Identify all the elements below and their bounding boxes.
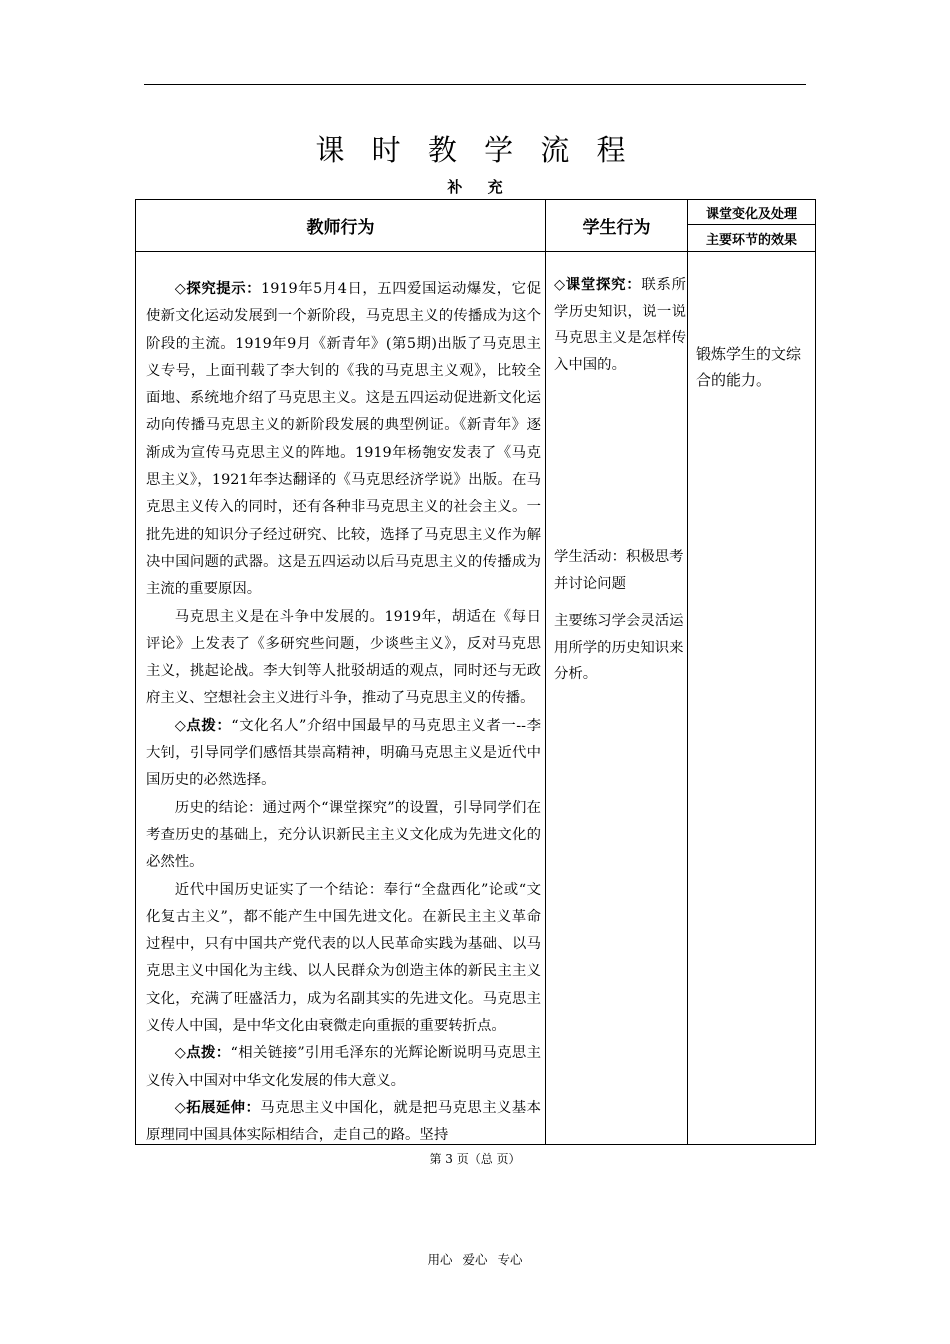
student-header: 学生行为 xyxy=(582,218,651,238)
paragraph: 近代中国历史证实了一个结论：奉行“全盘西化”论或“文化复古主义”，都不能产生中国先进文化。在新民主主义革命过程中，只有中国共产党代表的以人民革命实践为基础、以马克思主义中国化为主线、以人民群众为创造主体的新民主主义文化，充满了旺盛活力，成为名副其实的先进文化。马克思主义传人中国，是中华文化由衰微走向重振的重要转折点。 xyxy=(146,881,541,1035)
class-explore-label: ◇课堂探究： xyxy=(554,277,642,293)
paragraph xyxy=(146,276,541,604)
student-activity-block xyxy=(554,544,686,597)
student-explore-block xyxy=(554,272,686,378)
paragraph: 学生活动：积极思考并讨论问题 xyxy=(554,549,684,592)
student-practice-block xyxy=(554,608,686,688)
paragraph xyxy=(554,272,686,378)
paragraph-text: 1919年5月4日，五四爱国运动爆发，它促使新文化运动发展到一个新阶段，马克思主义的传播成为这个阶段的主流。1919年9月《新青年》(第5期)出版了马克思主义专号，上面刊载了李大钊的《我的马克思主义观》，比较全面地、系统地介绍了马克思主义。这是五四运动促进新文化运动向传播马克思主义的新阶段发展的典型例证。《新青年》逐渐成为宣传马克思主义的阵地。1919年杨匏安发表了《马克思主义》，1921年李达翻译的《马克思经济学说》出版。在马克思主义传入的同时，还有各种非马克思主义的社会主义。一批先进的知识分子经过研究、比较，选择了马克思主义作为解决中国问题的武器。这是五四运动以后马克思主义的传播成为主流的重要原因。 xyxy=(146,281,541,598)
paragraph: 主要练习学会灵活运用所学的历史知识来分析。 xyxy=(554,613,684,682)
teacher-behavior-content xyxy=(146,276,541,1150)
paragraph-text: 马克思主义中国化，就是把马克思主义基本原理同中国具体实际相结合，走自己的路。坚持 xyxy=(146,1099,541,1144)
header-rule xyxy=(144,84,806,85)
paragraph xyxy=(146,1095,541,1150)
explore-hint-label: ◇探究提示： xyxy=(174,281,262,297)
effect-content: 锻炼学生的文综合的能力。 xyxy=(696,345,802,389)
change-header: 课堂变化及处理 xyxy=(705,206,797,222)
page-number: 第 3 页（总 页） xyxy=(429,1152,521,1166)
footer-text: 用心 爱心 专心 xyxy=(427,1252,523,1267)
column-divider xyxy=(687,200,688,1144)
teacher-header: 教师行为 xyxy=(306,218,375,238)
paragraph-text: “相关链接”引用毛泽东的光辉论断说明马克思主义传入中国对中华文化发展的伟大意义。 xyxy=(146,1045,541,1089)
extension-label: ◇拓展延伸： xyxy=(174,1099,261,1116)
column-divider xyxy=(545,200,546,1144)
paragraph xyxy=(146,1040,541,1095)
paragraph: 历史的结论：通过两个“课堂探究”的设置，引导同学们在考查历史的基础上，充分认识新民主主义文化成为先进文化的必然性。 xyxy=(146,799,541,871)
paragraph-text: “文化名人”介绍中国最早的马克思主义者一--李大钊，引导同学们感悟其崇高精神，明确马克思主义是近代中国历史的必然选择。 xyxy=(146,717,541,789)
effect-header: 主要环节的效果 xyxy=(705,232,797,248)
tip-label: ◇点拨： xyxy=(174,1045,231,1062)
page-subtitle: 补 充 xyxy=(447,178,503,196)
tip-label: ◇点拨： xyxy=(174,717,232,734)
lesson-flow-table xyxy=(135,199,816,1145)
paragraph-text: 联系所学历史知识，说一说马克思主义是怎样传入中国的。 xyxy=(554,277,686,373)
paragraph xyxy=(146,713,541,795)
page-title: 课 时 教 学 流 程 xyxy=(315,133,635,167)
paragraph: 马克思主义是在斗争中发展的。1919年，胡适在《每日评论》上发表了《多研究些问题，少谈些主义》，反对马克思主义，挑起论战。李大钊等人批驳胡适的观点，同时还与无政府主义、空想社会主义进行斗争，推动了马克思主义的传播。 xyxy=(146,608,541,707)
header-divider xyxy=(136,251,815,252)
